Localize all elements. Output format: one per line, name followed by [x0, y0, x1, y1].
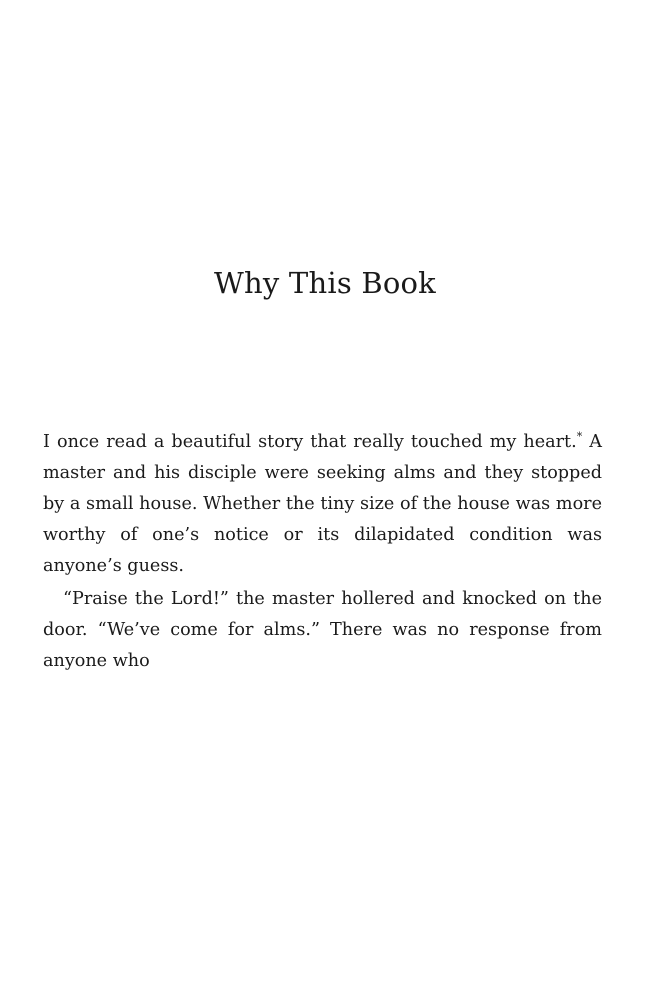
paragraph-1-text-start: I once read a beautiful story that really touched my heart. [43, 432, 577, 452]
paragraph-1-text-end: A master and his disciple were seeking alms and they stopped by a small house. Whether the tiny size of the house was more worthy of one’s notice or its dilapidated condition was anyone’s guess. [43, 432, 602, 576]
paragraph-1 [43, 427, 602, 582]
footnote-marker[interactable]: * [576, 430, 583, 444]
chapter-body [43, 427, 602, 677]
paragraph-2: “Praise the Lord!” the master hollered and knocked on the door. “We’ve come for alms.” There was no response from anyone who [43, 589, 602, 671]
chapter-title: Why This Book [214, 266, 436, 300]
